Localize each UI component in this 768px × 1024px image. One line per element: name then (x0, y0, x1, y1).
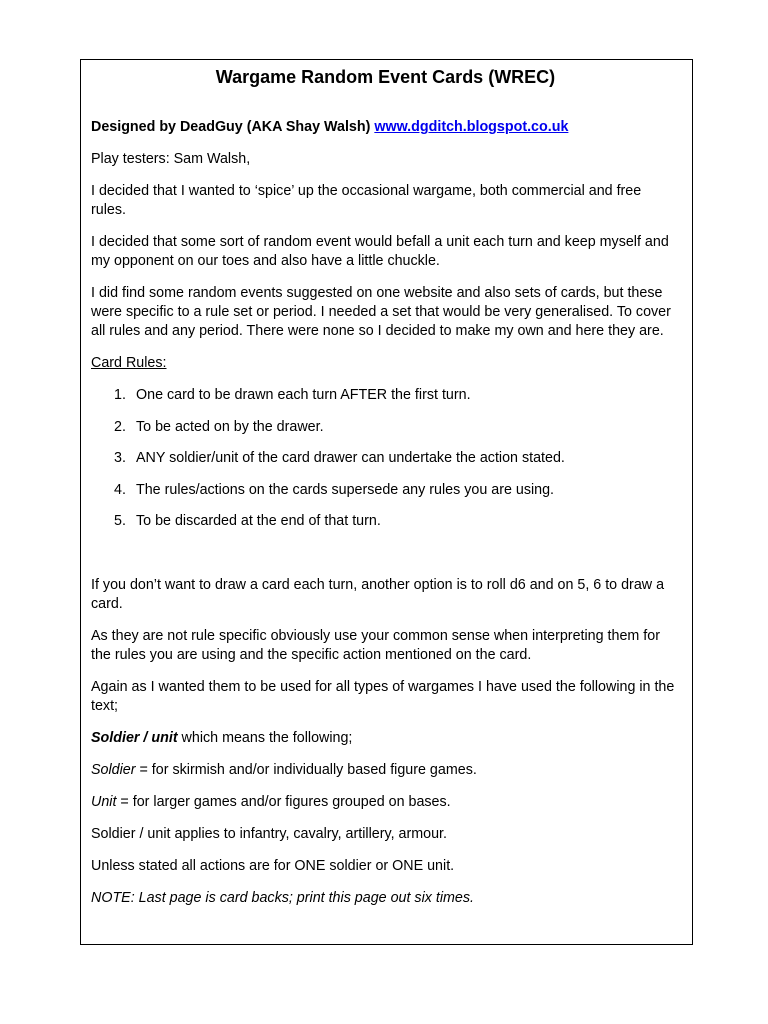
soldier-unit-term: Soldier / unit (91, 729, 178, 746)
list-item-number: 5. (114, 513, 126, 529)
list-item (91, 449, 680, 468)
list-item-text: The rules/actions on the cards supersede any rules you are using. (136, 481, 555, 498)
intro-paragraph-2: I decided that some sort of random event would befall a unit each turn and keep myself and my opponent on our toes and also have a little chuckle. (91, 234, 669, 269)
document-frame (80, 59, 693, 945)
list-item-number: 3. (114, 450, 126, 466)
card-rules-heading: Card Rules: (91, 355, 167, 371)
page-title: Wargame Random Event Cards (WREC) (215, 67, 556, 87)
body-paragraph-1: If you don’t want to draw a card each turn, another option is to roll d6 and on 5, 6 to draw a card. (91, 576, 665, 612)
list-item (91, 512, 680, 531)
body-paragraph-2: As they are not rule specific obviously use your common sense when interpreting them for the rules you are using and the specific action mentioned on the card. (91, 627, 660, 663)
unless-line: Unless stated all actions are for ONE soldier or ONE unit. (91, 857, 455, 874)
list-item-number: 1. (114, 387, 126, 403)
card-rules-list (91, 386, 680, 531)
intro-paragraph-3: I did find some random events suggested on one website and also sets of cards, but these were specific to a rule set or period. I needed a set that would be very generalised. To cover all rules and any period. There were none so I decided to make my own and here they are. (91, 285, 671, 339)
soldier-unit-rest: which means the following; (177, 729, 353, 746)
list-item (91, 386, 680, 405)
designed-by-line (91, 118, 680, 137)
designed-by-text: Designed by DeadGuy (AKA Shay Walsh) (91, 119, 375, 135)
note-line: NOTE: Last page is card backs; print this page out six times. (91, 889, 475, 906)
blog-link[interactable]: www.dgditch.blogspot.co.uk (374, 119, 569, 135)
list-item-number: 4. (114, 481, 126, 498)
soldier-definition (91, 761, 680, 780)
soldier-term: Soldier (91, 761, 136, 778)
unit-definition-text: = for larger games and/or figures grouped on bases. (116, 793, 451, 810)
play-testers: Play testers: Sam Walsh, (91, 151, 251, 167)
soldier-definition-text: = for skirmish and/or individually based figure games. (135, 761, 477, 778)
list-item (91, 418, 680, 437)
soldier-unit-line (91, 729, 680, 748)
spacer (91, 544, 680, 576)
unit-definition (91, 793, 680, 812)
unit-term: Unit (91, 793, 117, 810)
intro-paragraph-1: I decided that I wanted to ‘spice’ up the occasional wargame, both commercial and free rules. (91, 183, 642, 218)
list-item-text: To be acted on by the drawer. (136, 418, 324, 435)
list-item-text: One card to be drawn each turn AFTER the first turn. (136, 387, 471, 403)
body-paragraph-3: Again as I wanted them to be used for all types of wargames I have used the following in the text; (91, 678, 675, 714)
list-item-text: To be discarded at the end of that turn. (136, 513, 381, 529)
list-item (91, 481, 680, 500)
list-item-text: ANY soldier/unit of the card drawer can undertake the action stated. (136, 450, 565, 466)
list-item-number: 2. (114, 418, 126, 435)
applies-line: Soldier / unit applies to infantry, cavalry, artillery, armour. (91, 825, 447, 842)
